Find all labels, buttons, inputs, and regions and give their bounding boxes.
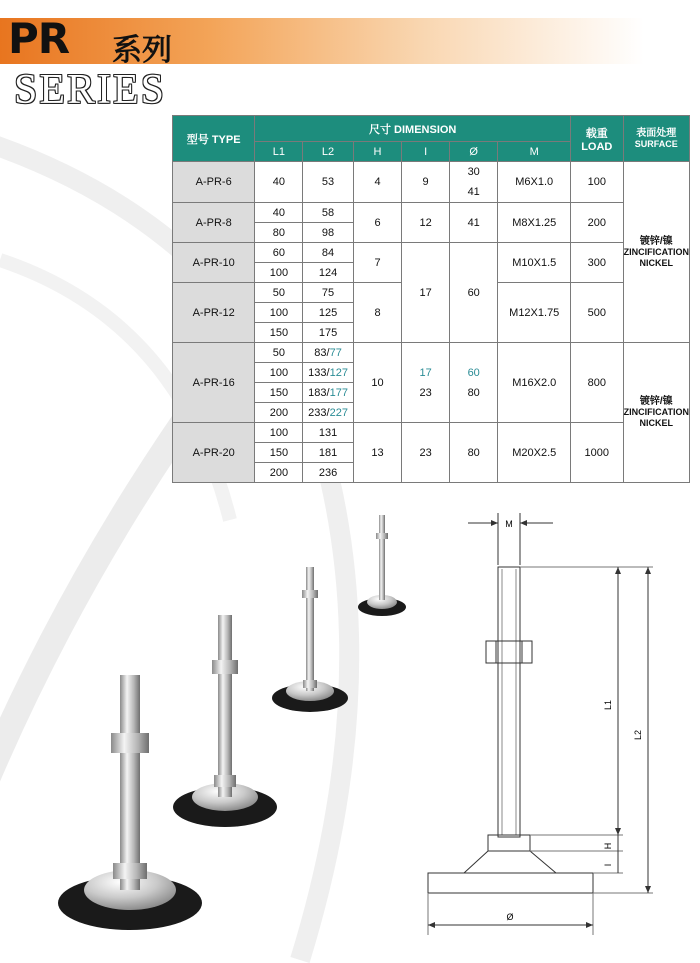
l1-cell: 100	[255, 263, 303, 283]
l2-cell: 131	[303, 423, 353, 443]
type-cell: A-PR-8	[173, 203, 255, 243]
surface-cell: 镀锌/镍 ZINCIFICATION NICKEL	[623, 343, 689, 483]
l1-cell: 100	[255, 303, 303, 323]
m-cell: M20X2.5	[498, 423, 571, 483]
type-cell: A-PR-10	[173, 243, 255, 283]
col-h-header: H	[353, 142, 402, 162]
l1-cell: 200	[255, 403, 303, 423]
load-cell: 200	[571, 203, 624, 243]
label-l2: L2	[633, 729, 643, 741]
load-cell: 1000	[571, 423, 624, 483]
leveling-foot-large	[173, 615, 277, 827]
l1-cell: 60	[255, 243, 303, 263]
l2-cell: 133/127	[303, 363, 353, 383]
type-cell: A-PR-20	[173, 423, 255, 483]
type-cell: A-PR-12	[173, 283, 255, 343]
h-cell: 6	[353, 203, 402, 243]
i-cell: 17	[402, 243, 450, 343]
col-type-header: 型号 TYPE	[173, 116, 255, 162]
load-cell: 800	[571, 343, 624, 423]
col-dimension-header: 尺寸 DIMENSION	[255, 116, 571, 142]
l2-cell: 125	[303, 303, 353, 323]
h-cell: 4	[353, 162, 402, 203]
l1-cell: 50	[255, 343, 303, 363]
l2-cell: 83/77	[303, 343, 353, 363]
l1-cell: 150	[255, 323, 303, 343]
col-m-header: M	[498, 142, 571, 162]
i-cell: 23	[402, 423, 450, 483]
table-header-row	[173, 116, 690, 142]
col-l1-header: L1	[255, 142, 303, 162]
phi-cell: 30 41	[449, 162, 498, 203]
load-cell: 500	[571, 283, 624, 343]
l1-cell: 150	[255, 383, 303, 403]
table-row	[173, 243, 690, 263]
l1-cell: 150	[255, 443, 303, 463]
phi-cell: 60	[449, 243, 498, 343]
page-title-cn: 系列	[112, 33, 172, 68]
m-cell: M6X1.0	[498, 162, 571, 203]
l1-cell: 200	[255, 463, 303, 483]
l1-cell: 80	[255, 223, 303, 243]
surface-cell: 镀锌/镍 ZINCIFICATION NICKEL	[623, 162, 689, 343]
load-cell: 100	[571, 162, 624, 203]
l2-cell: 233/227	[303, 403, 353, 423]
type-cell: A-PR-6	[173, 162, 255, 203]
col-i-header: I	[402, 142, 450, 162]
i-cell: 12	[402, 203, 450, 243]
m-cell: M10X1.5	[498, 243, 571, 283]
l2-cell: 124	[303, 263, 353, 283]
m-cell: M12X1.75	[498, 283, 571, 343]
phi-cell: 60 80	[449, 343, 498, 423]
label-i: I	[603, 863, 613, 867]
spec-table	[172, 115, 690, 483]
product-photo	[20, 505, 440, 945]
dimension-drawing	[418, 505, 698, 945]
table-row	[173, 203, 690, 223]
l1-cell: 40	[255, 203, 303, 223]
table-row	[173, 162, 690, 203]
l1-cell: 40	[255, 162, 303, 203]
l2-cell: 98	[303, 223, 353, 243]
h-cell: 10	[353, 343, 402, 423]
table-row	[173, 423, 690, 443]
col-surface-header: 表面处理 SURFACE	[623, 116, 689, 162]
l2-cell: 58	[303, 203, 353, 223]
col-load-header: 载重 LOAD	[571, 116, 624, 162]
leveling-foot-small	[358, 515, 406, 616]
i-cell: 9	[402, 162, 450, 203]
label-l1: L1	[603, 699, 613, 711]
l2-cell: 84	[303, 243, 353, 263]
col-l2-header: L2	[303, 142, 353, 162]
phi-cell: 80	[449, 423, 498, 483]
h-cell: 8	[353, 283, 402, 343]
h-cell: 13	[353, 423, 402, 483]
title-banner	[0, 18, 700, 64]
label-m: M	[505, 519, 513, 529]
m-cell: M8X1.25	[498, 203, 571, 243]
load-cell: 300	[571, 243, 624, 283]
col-phi-header: Ø	[449, 142, 498, 162]
leveling-foot-medium	[272, 567, 348, 712]
page-title: PR	[8, 14, 70, 63]
l2-cell: 183/177	[303, 383, 353, 403]
m-cell: M16X2.0	[498, 343, 571, 423]
l2-cell: 53	[303, 162, 353, 203]
l2-cell: 75	[303, 283, 353, 303]
h-cell: 7	[353, 243, 402, 283]
table-row	[173, 343, 690, 363]
label-h: H	[603, 842, 613, 850]
page-subtitle: SERIES	[14, 67, 167, 113]
type-cell: A-PR-16	[173, 343, 255, 423]
i-cell: 17 23	[402, 343, 450, 423]
l2-cell: 236	[303, 463, 353, 483]
l2-cell: 181	[303, 443, 353, 463]
l2-cell: 175	[303, 323, 353, 343]
l1-cell: 100	[255, 363, 303, 383]
phi-cell: 41	[449, 203, 498, 243]
l1-cell: 100	[255, 423, 303, 443]
label-diameter: Ø	[506, 912, 514, 922]
l1-cell: 50	[255, 283, 303, 303]
